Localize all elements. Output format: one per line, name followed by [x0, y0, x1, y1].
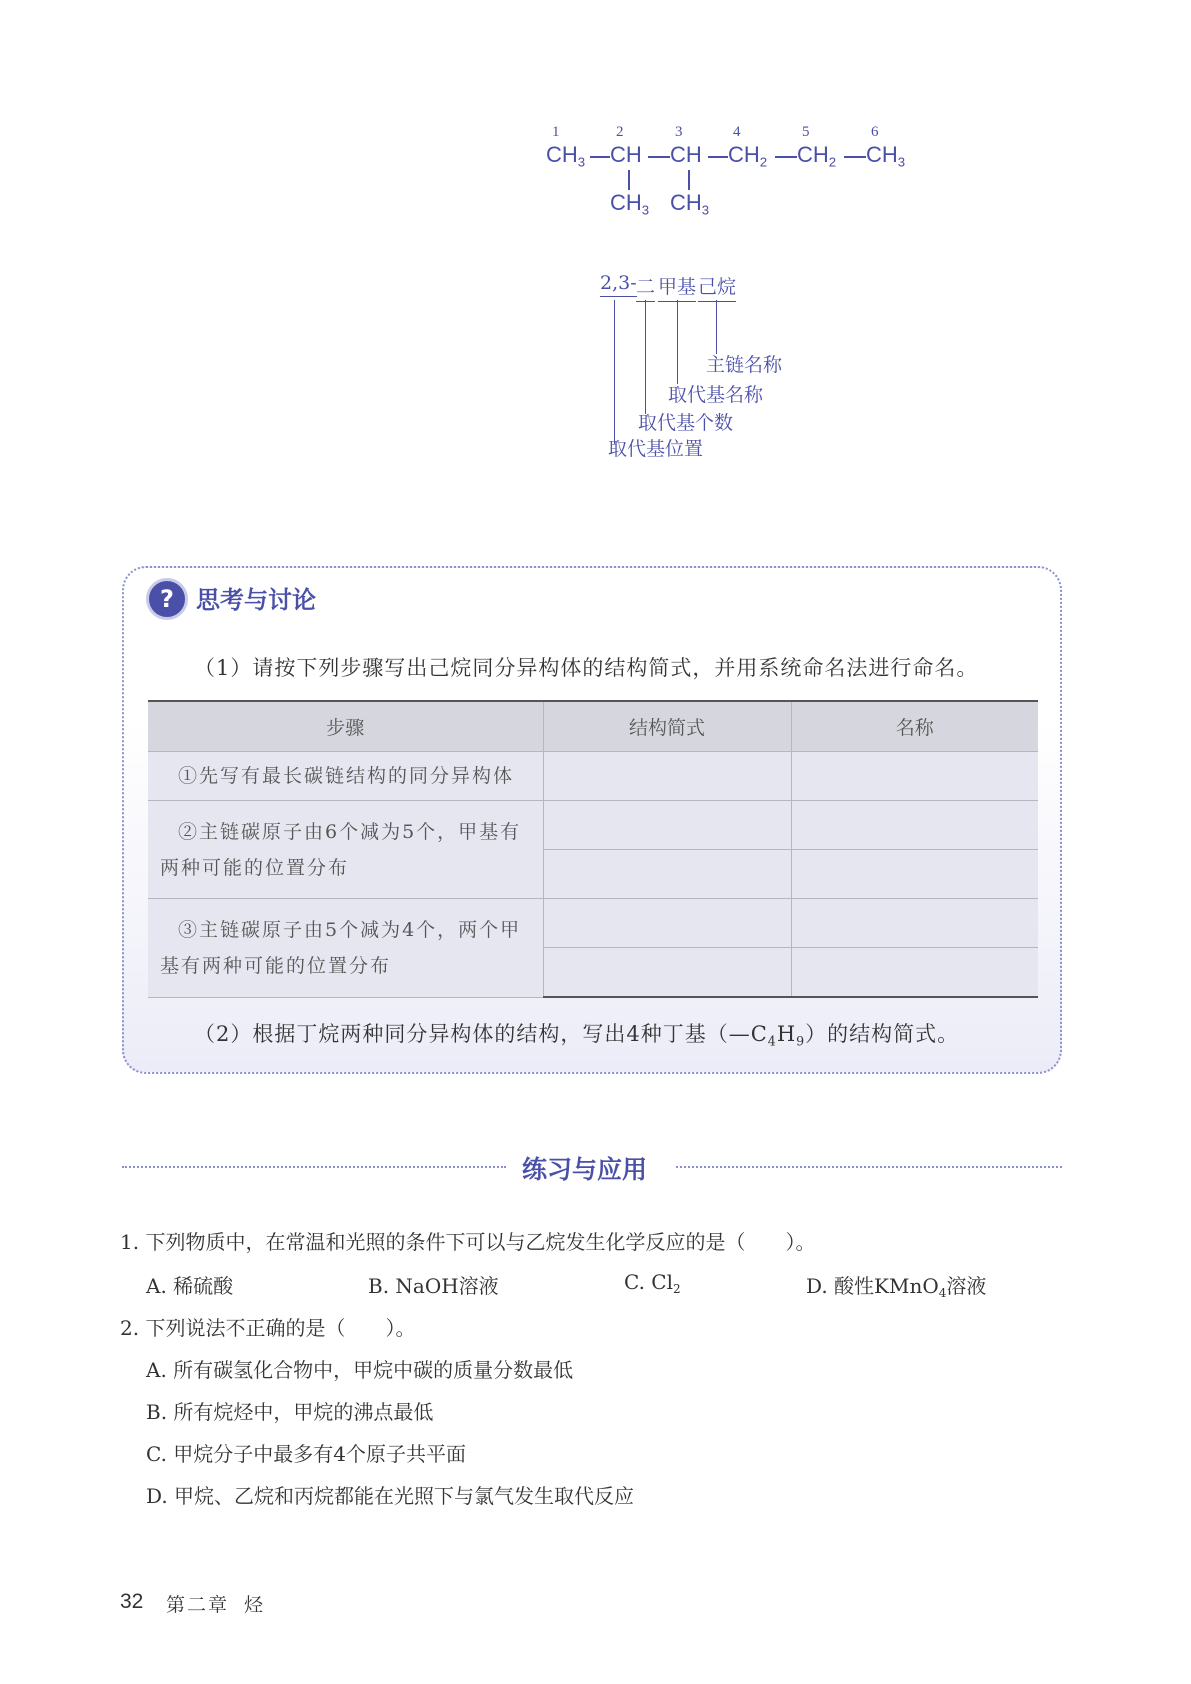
- bond: [844, 156, 866, 158]
- carbon-number: 4: [733, 124, 741, 140]
- q2-text: ）的结构简式。: [805, 1022, 960, 1046]
- option-text: D. 酸性KMnO: [806, 1274, 939, 1298]
- q2-subscript: 4: [767, 1033, 777, 1049]
- discussion-question-2: [194, 1018, 959, 1048]
- table-header: 结构简式: [543, 701, 791, 752]
- discussion-title: 思考与讨论: [196, 586, 316, 614]
- name-part-main-chain: 己烷: [698, 272, 736, 302]
- table-header: 名称: [791, 701, 1038, 752]
- exercise-2: 2. 下列说法不正确的是（ ）。: [120, 1316, 416, 1340]
- structure-answer-cell[interactable]: [543, 850, 791, 899]
- option-b[interactable]: B. NaOH溶液: [368, 1274, 499, 1298]
- carbon-number: 6: [871, 124, 879, 140]
- discussion-question-1: （1）请按下列步骤写出己烷同分异构体的结构简式，并用系统命名法进行命名。: [194, 656, 979, 680]
- practice-title: 练习与应用: [522, 1155, 648, 1184]
- name-answer-cell[interactable]: [791, 850, 1038, 899]
- branch-ch3: $CH_3$: [670, 190, 710, 218]
- leader-line: [677, 300, 678, 384]
- name-part-position: 2,3-: [600, 272, 637, 297]
- table-header-row: [148, 701, 1038, 752]
- leader-line: [716, 300, 717, 354]
- option-c[interactable]: [624, 1270, 681, 1297]
- table-header: 步骤: [148, 701, 543, 752]
- option-d[interactable]: [806, 1270, 986, 1299]
- chapter-label: 第二章: [166, 1594, 230, 1616]
- bond: [775, 156, 797, 158]
- divider: [122, 1166, 506, 1168]
- step-cell: ①先写有最长碳链结构的同分异构体: [148, 752, 543, 801]
- carbon-number: 5: [802, 124, 810, 140]
- name-part-substituent: 甲基: [658, 272, 696, 302]
- name-answer-cell[interactable]: [791, 801, 1038, 850]
- bond: [708, 156, 728, 158]
- option-text: C. Cl: [624, 1270, 674, 1294]
- label-substituent-position: 取代基位置: [608, 438, 704, 460]
- bond: [648, 156, 670, 158]
- name-diagram: [600, 272, 860, 492]
- carbon-number: 2: [616, 124, 624, 140]
- group-ch3: $CH_3$: [866, 142, 906, 170]
- option-c[interactable]: C. 甲烷分子中最多有4个原子共平面: [146, 1442, 467, 1466]
- table-row: [148, 899, 1038, 948]
- branch-ch3: $CH_3$: [610, 190, 650, 218]
- vertical-bond: [688, 170, 690, 190]
- chapter-topic: 烃: [244, 1594, 264, 1616]
- structure-answer-cell[interactable]: [543, 899, 791, 948]
- step-cell: [148, 899, 543, 998]
- table-row: [148, 801, 1038, 850]
- label-main-chain: 主链名称: [706, 354, 783, 376]
- option-text: 溶液: [946, 1274, 987, 1298]
- structure-answer-cell[interactable]: [543, 948, 791, 998]
- step-cell: [148, 801, 543, 899]
- option-d[interactable]: D. 甲烷、乙烷和丙烷都能在光照下与氯气发生取代反应: [146, 1484, 635, 1508]
- option-b[interactable]: B. 所有烷烃中，甲烷的沸点最低: [146, 1400, 434, 1424]
- group-ch: CH: [670, 142, 702, 167]
- leader-line: [645, 300, 646, 414]
- step-line: 两种可能的位置分布: [160, 856, 350, 879]
- name-answer-cell[interactable]: [791, 948, 1038, 998]
- group-ch3: $CH_3$: [546, 142, 586, 170]
- table-row: [148, 752, 1038, 801]
- structure-answer-cell[interactable]: [543, 752, 791, 801]
- bond: [590, 156, 610, 158]
- step-line: 基有两种可能的位置分布: [160, 954, 392, 977]
- group-ch2: $CH_2$: [797, 142, 837, 170]
- vertical-bond: [628, 170, 630, 190]
- group-ch2: $CH_2$: [728, 142, 768, 170]
- name-answer-cell[interactable]: [791, 752, 1038, 801]
- page-number: 32: [120, 1590, 144, 1613]
- label-substituent-count: 取代基个数: [638, 412, 734, 434]
- step-line: ③主链碳原子由5个减为4个，两个甲: [178, 918, 522, 941]
- carbon-number: 1: [552, 124, 560, 140]
- name-answer-cell[interactable]: [791, 899, 1038, 948]
- steps-table: [148, 700, 1038, 998]
- question-icon: ?: [146, 578, 188, 620]
- leader-line: [614, 300, 615, 444]
- option-subscript: 4: [938, 1286, 947, 1301]
- structure-answer-cell[interactable]: [543, 801, 791, 850]
- option-a[interactable]: A. 稀硫酸: [146, 1274, 234, 1298]
- divider: [676, 1166, 1062, 1168]
- option-a[interactable]: A. 所有碳氢化合物中，甲烷中碳的质量分数最低: [146, 1358, 574, 1382]
- step-line: ②主链碳原子由6个减为5个，甲基有: [178, 820, 522, 843]
- q2-text: （2）根据丁烷两种同分异构体的结构，写出4种丁基（—C: [194, 1022, 768, 1046]
- group-ch: CH: [610, 142, 642, 167]
- exercise-1: 1. 下列物质中，在常温和光照的条件下可以与乙烷发生化学反应的是（ ）。: [120, 1230, 816, 1254]
- option-subscript: 2: [673, 1282, 681, 1297]
- q2-subscript: 9: [796, 1033, 806, 1049]
- structural-formula: [530, 118, 930, 228]
- label-substituent-name: 取代基名称: [668, 384, 764, 406]
- q2-text: H: [776, 1022, 797, 1046]
- name-part-count: 二: [636, 272, 655, 302]
- carbon-number: 3: [675, 124, 683, 140]
